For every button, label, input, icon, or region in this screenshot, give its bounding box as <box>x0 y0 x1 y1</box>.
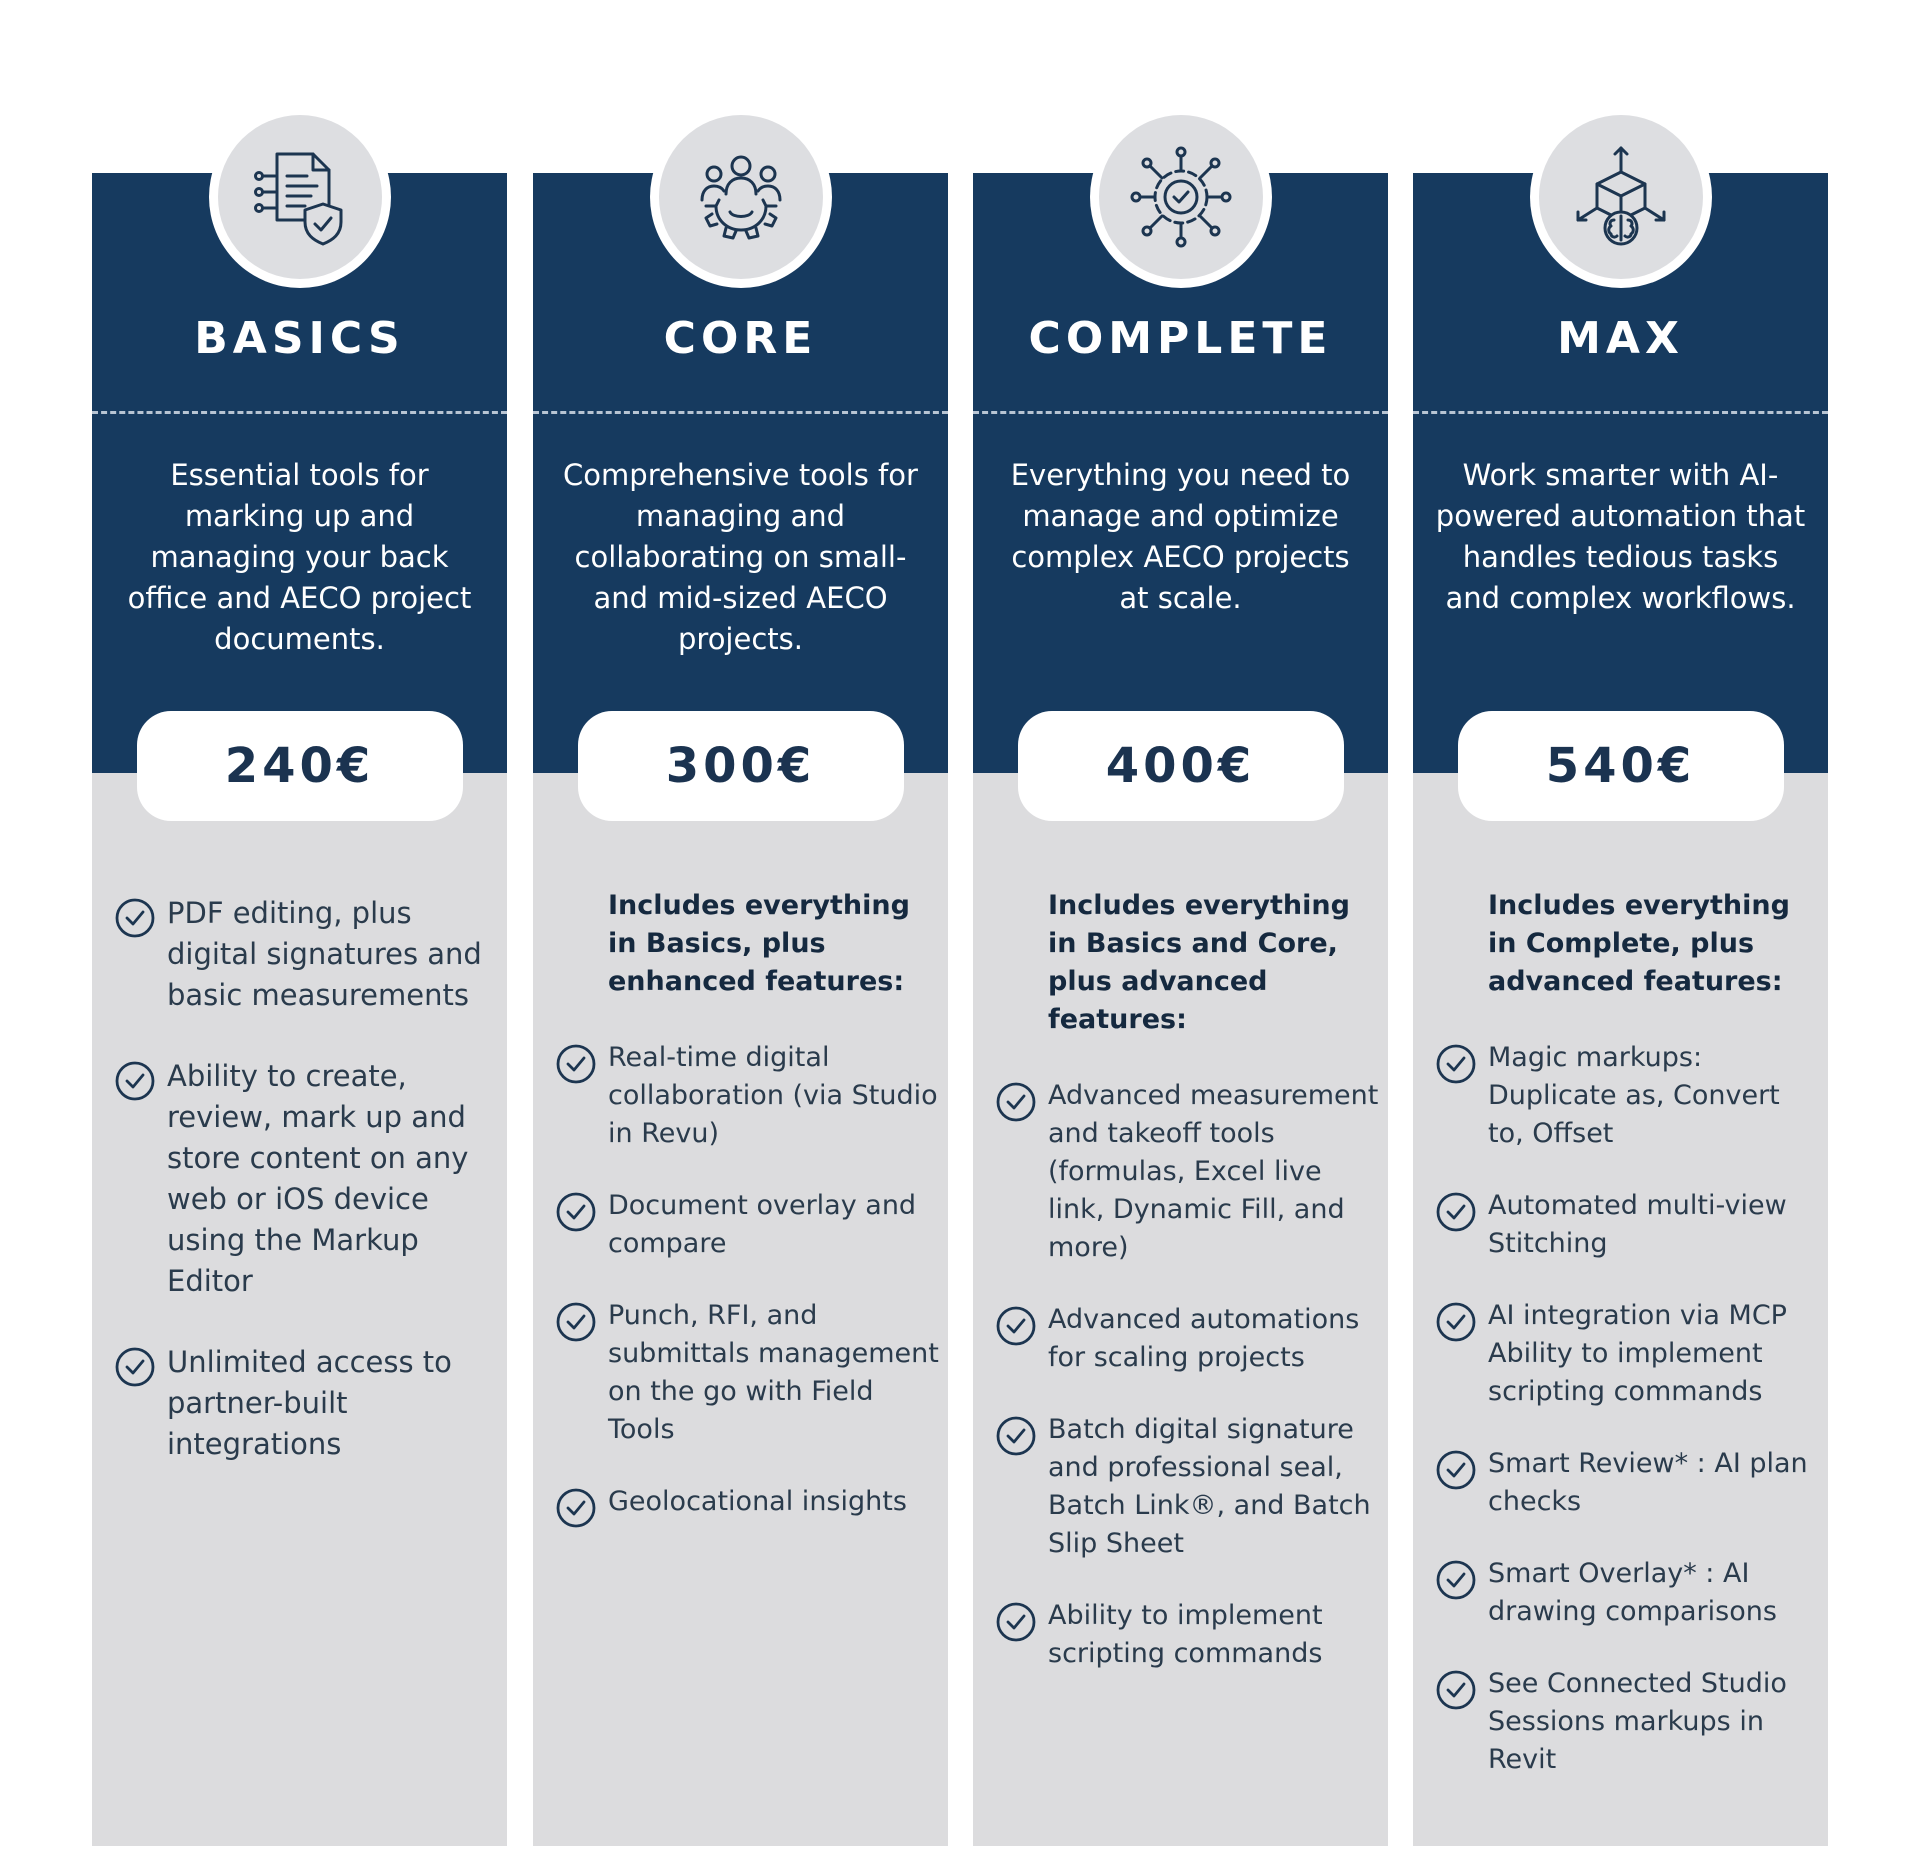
list-item: Ability to implement scripting commands <box>973 1597 1388 1673</box>
check-circle-icon <box>1435 1301 1477 1343</box>
list-item: Smart Overlay* : AI drawing comparisons <box>1413 1555 1828 1631</box>
plan-description: Work smarter with AI-powered automation that handles tedious tasks and complex workflows. <box>1435 458 1806 615</box>
price-badge: 240€ <box>137 711 463 821</box>
team-gear-icon <box>686 142 796 252</box>
check-circle-icon <box>555 1191 597 1233</box>
divider <box>973 411 1388 414</box>
list-item: Real-time digital collaboration (via Studio in Revu) <box>533 1039 948 1153</box>
network-gear-icon <box>1126 142 1236 252</box>
feature-list <box>1413 887 1828 1813</box>
feature-list <box>533 887 948 1555</box>
check-circle-icon <box>1435 1191 1477 1233</box>
plan-title: COMPLETE <box>1028 313 1333 364</box>
list-item: Batch digital signature and professional seal, Batch Link®, and Batch Slip Sheet <box>973 1411 1388 1563</box>
plan-card-core <box>533 173 948 1846</box>
check-circle-icon <box>114 897 156 939</box>
plan-card-complete <box>973 173 1388 1846</box>
check-circle-icon <box>114 1346 156 1388</box>
check-circle-icon <box>995 1305 1037 1347</box>
list-item: Advanced automations for scaling projects <box>973 1301 1388 1377</box>
feature-list <box>92 893 507 1505</box>
plan-card-basics <box>92 173 507 1846</box>
check-circle-icon <box>555 1487 597 1529</box>
price-badge: 540€ <box>1458 711 1784 821</box>
list-item: Document overlay and compare <box>533 1187 948 1263</box>
list-item: Geolocational insights <box>533 1483 948 1521</box>
check-circle-icon <box>995 1415 1037 1457</box>
list-item: Smart Review* : AI plan checks <box>1413 1445 1828 1521</box>
check-circle-icon <box>1435 1669 1477 1711</box>
feature-intro: Includes everything in Basics and Core, plus advanced features: <box>1048 890 1350 1035</box>
document-shield-icon <box>245 142 355 252</box>
plan-icon-badge <box>650 106 832 288</box>
plan-title: CORE <box>663 313 818 364</box>
check-circle-icon <box>995 1601 1037 1643</box>
list-item: Magic markups: Duplicate as, Convert to, Offset <box>1413 1039 1828 1153</box>
feature-intro: Includes everything in Basics, plus enhanced features: <box>608 890 910 997</box>
plan-description: Everything you need to manage and optimize complex AECO projects at scale. <box>1010 458 1351 615</box>
check-circle-icon <box>1435 1559 1477 1601</box>
cube-brain-icon <box>1566 142 1676 252</box>
plan-icon-badge <box>1530 106 1712 288</box>
check-circle-icon <box>555 1301 597 1343</box>
divider <box>533 411 948 414</box>
list-item: AI integration via MCP Ability to implement scripting commands <box>1413 1297 1828 1411</box>
plan-title: MAX <box>1557 313 1684 364</box>
price-badge: 300€ <box>578 711 904 821</box>
check-circle-icon <box>114 1060 156 1102</box>
plan-card-max <box>1413 173 1828 1846</box>
price-badge: 400€ <box>1018 711 1344 821</box>
plan-description: Comprehensive tools for managing and collaborating on small- and mid-sized AECO projects. <box>563 458 918 656</box>
plan-icon-badge <box>1090 106 1272 288</box>
list-item: Automated multi-view Stitching <box>1413 1187 1828 1263</box>
feature-list <box>973 887 1388 1707</box>
plan-icon-badge <box>209 106 391 288</box>
divider <box>92 411 507 414</box>
feature-intro: Includes everything in Complete, plus advanced features: <box>1488 890 1790 997</box>
divider <box>1413 411 1828 414</box>
list-item: PDF editing, plus digital signatures and basic measurements <box>92 893 507 1016</box>
list-item: See Connected Studio Sessions markups in Revit <box>1413 1665 1828 1779</box>
list-item: Unlimited access to partner-built integrations <box>92 1342 507 1465</box>
list-item: Advanced measurement and takeoff tools (formulas, Excel live link, Dynamic Fill, and more) <box>973 1077 1388 1267</box>
list-item: Ability to create, review, mark up and store content on any web or iOS device using the Markup Editor <box>92 1056 507 1302</box>
check-circle-icon <box>555 1043 597 1085</box>
check-circle-icon <box>1435 1449 1477 1491</box>
list-item: Punch, RFI, and submittals management on the go with Field Tools <box>533 1297 948 1449</box>
check-circle-icon <box>1435 1043 1477 1085</box>
check-circle-icon <box>995 1081 1037 1123</box>
plan-description: Essential tools for marking up and managing your back office and AECO project documents. <box>127 458 472 656</box>
plan-title: BASICS <box>194 313 405 364</box>
